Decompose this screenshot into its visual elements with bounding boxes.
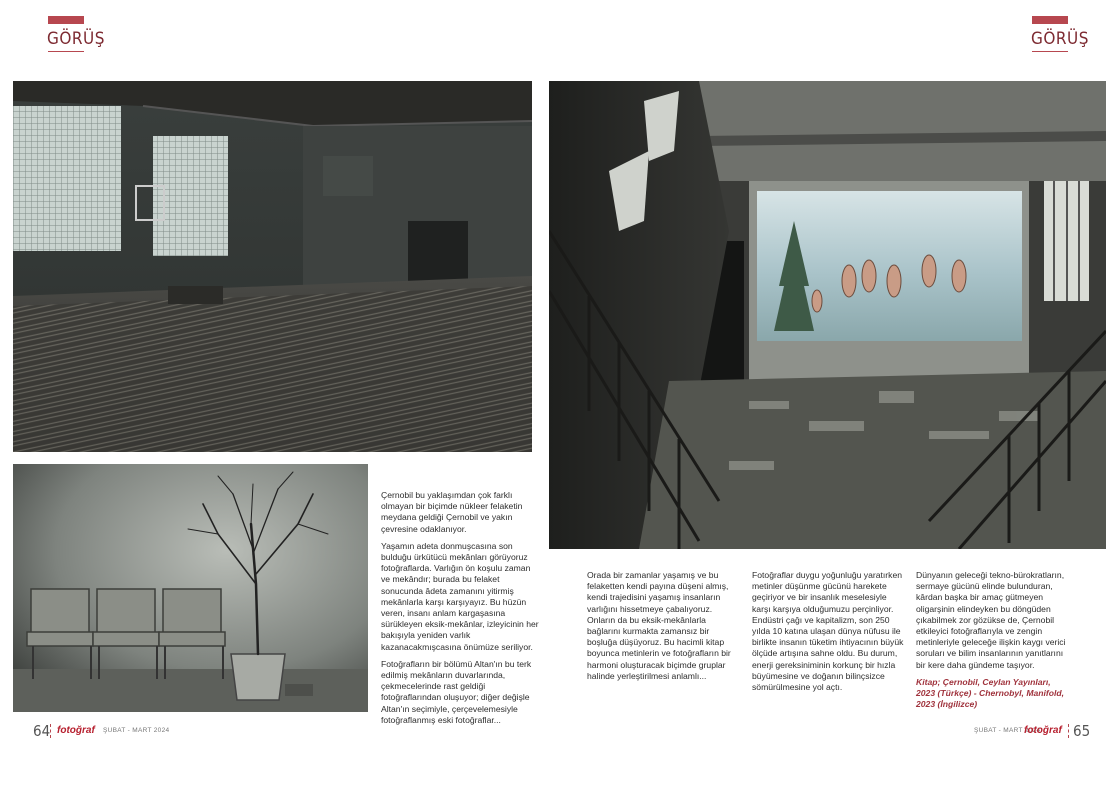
right-section-accent-bar <box>1032 16 1068 24</box>
left-magazine-logo: fotoğraf <box>57 725 95 736</box>
right-page-number: 65 <box>1073 722 1091 740</box>
right-page-paragraph: Fotoğraflar duygu yoğunluğu yaratırken metinler düşünme gücünü harekete geçiriyor ve bir insanlık meselesiyle karşı karşıya olduğumuzu perçinliyor. Endüstri çağı ve kapitalizm, son 250 yılda 10 katına ulaşan dünya nüfusu ile birlikte insanın tüketim ihtiyacının büyük ölçüde artışına sahne oldu. Bu durum, enerji gereksiniminin korkunç bir hızla büyümesine ve doğanın bilinçsizce sömürülmesine yol açtı. <box>752 570 904 693</box>
left-section-label: GÖRÜŞ <box>47 29 105 49</box>
left-footer-separator <box>50 724 52 738</box>
right-issue-date: ŞUBAT - MART 2024 <box>974 727 1041 734</box>
chairs-tree-photo-graphic <box>13 464 368 712</box>
left-section-underline <box>48 51 84 52</box>
right-footer-separator <box>1068 724 1070 738</box>
left-page-paragraph: Fotoğrafların bir bölümü Altan'ın bu terk edilmiş mekânların duvarlarında, çekmecelerinde rast geldiği fotoğraflarından oluşuyor; diğer değişle Altan'ın seçimiyle, çerçevelemesiyle fotoğraflanmış eski fotoğraflar... <box>381 658 532 725</box>
right-section-label: GÖRÜŞ <box>1031 29 1089 49</box>
gymnasium-photo <box>13 81 532 452</box>
right-magazine-logo: fotoğraf <box>1024 725 1062 736</box>
right-section-underline <box>1032 51 1068 52</box>
left-section-accent-bar <box>48 16 84 24</box>
stairwell-mural-photo-graphic <box>549 81 1106 549</box>
left-issue-date: ŞUBAT - MART 2024 <box>103 727 170 734</box>
right-page-text-column-2 <box>752 570 904 699</box>
left-page-paragraph: Yaşamın adeta donmuşcasına son bulduğu ürkütücü mekânları görüyoruz fotoğraflarda. Varlığın ön koşulu zaman ve mekândır; burada bu felaket sonucunda âdeta zamanını yitirmiş mekânlarla karşı karşıyayız. Bu hüzün veren, insanı anlam kargaşasına sürükleyen eksik-mekânlar, izleyicinin her bakışıyla yeniden varlık kazanacakmışcasına önümüze seriliyor. <box>381 540 539 652</box>
right-page-text-column-3 <box>916 570 1071 716</box>
gymnasium-photo-graphic <box>13 81 532 452</box>
right-page-paragraph: Dünyanın geleceği tekno-bürokratların, sermaye gücünü elinde bulunduran, kârdan başka bir amaç gütmeyen oligarşinin elindeyken bu döngüden çıkabilmek zor gözükse de, Çernobil etkileyici fotoğraflarıyla ve zengin metinleriyle geleceğe ilişkin kaygı verici soruları ve bilim insanlarının yanıtlarını bir kere daha gündeme taşıyor. <box>916 570 1066 670</box>
left-page-number: 64 <box>33 722 51 740</box>
left-page-paragraph: Çernobil bu yaklaşımdan çok farklı olmayan bir biçimde nükleer felaketin meydana geldiği Çernobil ve yakın çevresine odaklanıyor. <box>381 490 523 534</box>
right-page-paragraph: Orada bir zamanlar yaşamış ve bu felaketten kendi payına düşeni almış, kendi trajedisini yaşamış insanların varlığını hissetmeye çabalıyoruz. Onların da bu eksik-mekânlarla bağlarını kurmakta zamansız bir boşluğa düşüyoruz. Bu hacimli kitap boyunca metinlerin ve fotoğrafların bir harmoni oluşturacak biçimde gruplar halinde yerleştirilmesi anlamlı... <box>587 570 731 681</box>
stairwell-mural-photo <box>549 81 1106 549</box>
left-page-text-column <box>381 490 541 732</box>
book-credit: Kitap; Çernobil, Ceylan Yayınları, 2023 (Türkçe) - Chernobyl, Manifold, 2023 (İngilizce) <box>916 676 1065 710</box>
right-page-text-column-1 <box>587 570 740 688</box>
chairs-tree-photo <box>13 464 368 712</box>
